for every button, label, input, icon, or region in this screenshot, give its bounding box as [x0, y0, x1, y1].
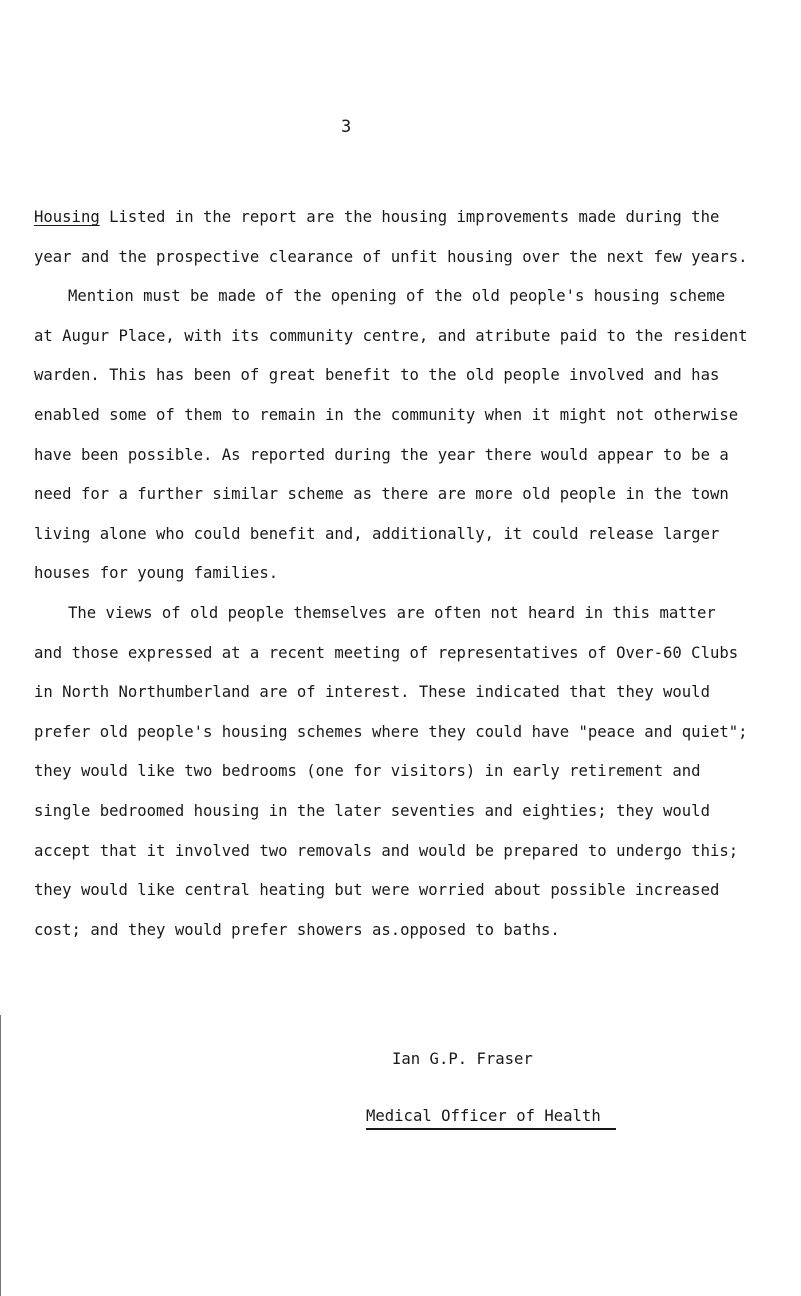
paragraph-line: accept that it involved two removals and would be prepared to undergo this;	[34, 841, 739, 860]
signature-title: Medical Officer of Health	[366, 1107, 601, 1125]
paragraph-line: prefer old people's housing schemes where they could have "peace and quiet";	[34, 722, 748, 741]
page-number: 3	[341, 117, 352, 137]
paragraph-line: houses for young families.	[34, 564, 279, 583]
paragraph-line: at Augur Place, with its community centre, and atribute paid to the resident	[34, 326, 748, 345]
paragraph-line: living alone who could benefit and, additionally, it could release larger	[34, 524, 720, 543]
paragraph-line: single bedroomed housing in the later seventies and eighties; they would	[34, 801, 710, 820]
paragraph-line: need for a further similar scheme as there are more old people in the town	[34, 485, 729, 504]
paragraph-line: and those expressed at a recent meeting of representatives of Over-60 Clubs	[34, 643, 739, 662]
section-heading: Housing	[34, 208, 100, 226]
scan-margin-line	[0, 1015, 1, 1296]
paragraph-line: year and the prospective clearance of unfit housing over the next few years.	[34, 247, 748, 266]
paragraph-line: cost; and they would prefer showers as.opposed to baths.	[34, 920, 560, 939]
paragraph-line: they would like two bedrooms (one for visitors) in early retirement and	[34, 762, 701, 781]
paragraph-line: Mention must be made of the opening of the old people's housing scheme	[68, 287, 726, 306]
paragraph-line: enabled some of them to remain in the community when it might not otherwise	[34, 405, 739, 424]
paragraph-line	[34, 198, 794, 238]
signature-name: Ian G.P. Fraser	[392, 1050, 533, 1068]
report-body	[34, 198, 794, 950]
paragraph-line: they would like central heating but were worried about possible increased	[34, 881, 720, 900]
paragraph-text: Listed in the report are the housing improvements made during the	[99, 208, 720, 226]
signature-underline	[366, 1128, 616, 1130]
paragraph-line: warden. This has been of great benefit to the old people involved and has	[34, 366, 720, 385]
paragraph-line: in North Northumberland are of interest. These indicated that they would	[34, 683, 710, 702]
paragraph-line: have been possible. As reported during the year there would appear to be a	[34, 445, 729, 464]
paragraph-line: The views of old people themselves are often not heard in this matter	[68, 603, 716, 622]
